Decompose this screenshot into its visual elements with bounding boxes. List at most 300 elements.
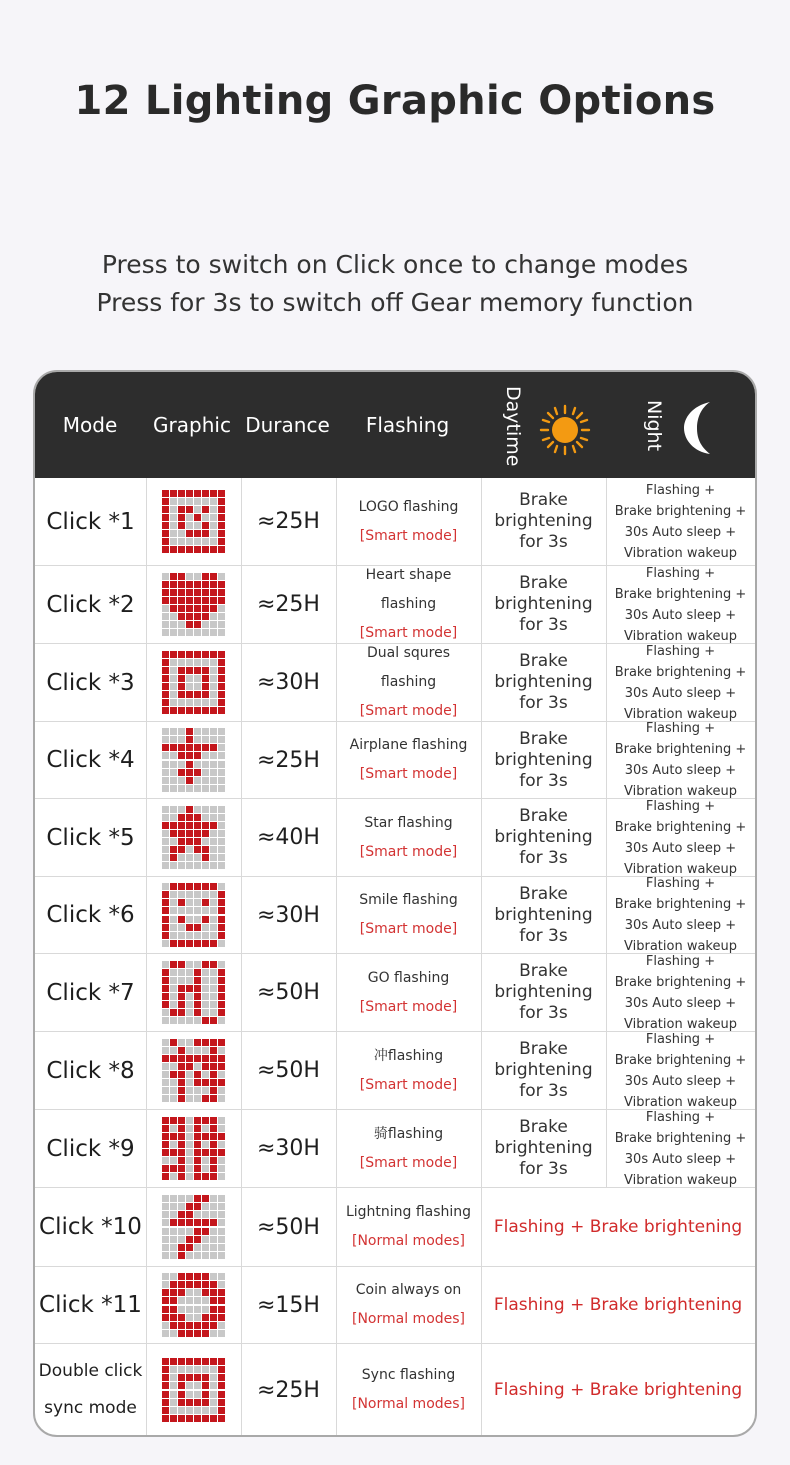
led-pixel	[178, 1087, 185, 1094]
led-pixel	[194, 822, 201, 829]
led-pixel	[202, 498, 209, 505]
led-pixel	[194, 761, 201, 768]
daytime-line: for 3s	[519, 925, 568, 946]
daytime-line: brightening	[494, 982, 593, 1002]
led-pixel	[202, 977, 209, 984]
led-pixel	[194, 629, 201, 636]
led-pixel	[218, 838, 225, 845]
led-pixel	[186, 1244, 193, 1251]
led-pixel	[202, 538, 209, 545]
led-pixel	[162, 1173, 169, 1180]
led-pixel	[202, 1047, 209, 1054]
led-pixel	[194, 752, 201, 759]
led-pixel	[186, 1141, 193, 1148]
led-pixel	[170, 530, 177, 537]
led-pixel	[186, 1149, 193, 1156]
led-pixel	[186, 597, 193, 604]
led-pixel	[170, 1157, 177, 1164]
led-pixel	[218, 862, 225, 869]
led-pixel	[162, 736, 169, 743]
led-pixel	[162, 613, 169, 620]
led-pixel	[162, 891, 169, 898]
led-pixel	[162, 546, 169, 553]
night-line: 30s Auto sleep +	[624, 524, 737, 540]
led-pixel	[218, 621, 225, 628]
led-pixel	[186, 1374, 193, 1381]
led-pixel	[162, 1117, 169, 1124]
led-pixel	[170, 1211, 177, 1218]
led-pixel	[202, 573, 209, 580]
led-pixel	[162, 977, 169, 984]
mode-label: Click *3	[46, 669, 135, 696]
mode-type-tag: [Smart mode]	[359, 843, 458, 860]
flashing-name-cont: flashing	[380, 674, 437, 690]
led-pixel	[218, 1330, 225, 1337]
led-pixel	[162, 916, 169, 923]
led-pixel	[186, 785, 193, 792]
led-pixel	[194, 1165, 201, 1172]
led-pixel	[202, 490, 209, 497]
led-pixel	[178, 1358, 185, 1365]
led-matrix-graphic	[162, 1273, 226, 1337]
led-pixel	[162, 1195, 169, 1202]
table-row	[35, 644, 755, 722]
table-row	[35, 1344, 755, 1437]
led-pixel	[186, 1165, 193, 1172]
led-pixel	[218, 691, 225, 698]
led-pixel	[194, 940, 201, 947]
led-pixel	[210, 752, 217, 759]
led-pixel	[210, 1236, 217, 1243]
led-pixel	[170, 1322, 177, 1329]
led-pixel	[194, 707, 201, 714]
led-pixel	[202, 597, 209, 604]
led-pixel	[186, 1001, 193, 1008]
led-pixel	[210, 530, 217, 537]
led-pixel	[218, 1063, 225, 1070]
night-line: 30s Auto sleep +	[624, 995, 737, 1011]
flashing-name: Heart shape	[365, 567, 452, 583]
led-pixel	[218, 589, 225, 596]
led-pixel	[178, 1306, 185, 1313]
led-pixel	[178, 629, 185, 636]
led-pixel	[210, 736, 217, 743]
daytime-behavior	[481, 877, 606, 953]
led-pixel	[218, 1297, 225, 1304]
led-pixel	[178, 1374, 185, 1381]
led-pixel	[170, 1391, 177, 1398]
led-pixel	[186, 707, 193, 714]
led-pixel	[170, 1001, 177, 1008]
led-pixel	[218, 916, 225, 923]
led-pixel	[186, 605, 193, 612]
led-pixel	[186, 977, 193, 984]
led-pixel	[210, 907, 217, 914]
flashing-name: Sync flashing	[361, 1367, 456, 1383]
led-pixel	[186, 728, 193, 735]
led-pixel	[194, 1306, 201, 1313]
mode-type-tag: [Smart mode]	[359, 998, 458, 1015]
led-pixel	[162, 651, 169, 658]
led-pixel	[170, 1087, 177, 1094]
daytime-behavior	[481, 722, 606, 798]
led-pixel	[202, 1391, 209, 1398]
led-pixel	[178, 883, 185, 890]
daytime-line: brightening	[494, 827, 593, 847]
led-pixel	[202, 707, 209, 714]
night-line: Vibration wakeup	[624, 628, 737, 644]
led-pixel	[170, 1125, 177, 1132]
led-pixel	[218, 830, 225, 837]
led-pixel	[194, 1219, 201, 1226]
led-pixel	[194, 1228, 201, 1235]
led-pixel	[218, 1039, 225, 1046]
mode-type-tag: [Normal modes]	[351, 1396, 466, 1412]
led-pixel	[194, 728, 201, 735]
led-pixel	[194, 506, 201, 513]
led-pixel	[202, 1195, 209, 1202]
led-pixel	[170, 899, 177, 906]
led-pixel	[202, 1133, 209, 1140]
led-pixel	[170, 1314, 177, 1321]
led-matrix-graphic	[162, 1195, 226, 1259]
led-pixel	[170, 969, 177, 976]
graphic-cell	[146, 1267, 241, 1343]
led-pixel	[202, 1399, 209, 1406]
night-line: Vibration wakeup	[624, 1094, 737, 1110]
led-pixel	[162, 846, 169, 853]
led-pixel	[194, 1399, 201, 1406]
led-pixel	[210, 969, 217, 976]
night-line: Brake brightening +	[614, 586, 747, 602]
night-line: Brake brightening +	[614, 664, 747, 680]
led-pixel	[194, 1071, 201, 1078]
led-pixel	[178, 1039, 185, 1046]
led-pixel	[218, 1306, 225, 1313]
mode-type-tag: [Normal modes]	[351, 1311, 466, 1327]
led-pixel	[178, 1391, 185, 1398]
led-pixel	[210, 785, 217, 792]
led-pixel	[218, 538, 225, 545]
led-pixel	[218, 490, 225, 497]
led-pixel	[210, 1071, 217, 1078]
led-pixel	[218, 1322, 225, 1329]
daytime-line: for 3s	[519, 1003, 568, 1023]
led-pixel	[178, 1415, 185, 1422]
led-matrix-graphic	[162, 1358, 226, 1422]
led-pixel	[186, 1228, 193, 1235]
led-pixel	[178, 785, 185, 792]
led-pixel	[218, 785, 225, 792]
led-pixel	[162, 993, 169, 1000]
table-row	[35, 1267, 755, 1344]
led-pixel	[162, 769, 169, 776]
night-line: Flashing +	[645, 721, 716, 736]
led-pixel	[194, 530, 201, 537]
led-pixel	[178, 1273, 185, 1280]
led-pixel	[178, 814, 185, 821]
led-pixel	[202, 830, 209, 837]
led-pixel	[218, 728, 225, 735]
led-pixel	[178, 605, 185, 612]
led-pixel	[162, 538, 169, 545]
led-pixel	[194, 854, 201, 861]
led-pixel	[218, 752, 225, 759]
led-pixel	[210, 1203, 217, 1210]
led-pixel	[210, 498, 217, 505]
led-pixel	[170, 777, 177, 784]
led-pixel	[186, 907, 193, 914]
night-line: Flashing +	[645, 953, 716, 969]
led-pixel	[218, 899, 225, 906]
led-pixel	[162, 1297, 169, 1304]
led-pixel	[218, 1055, 225, 1062]
led-pixel	[186, 883, 193, 890]
led-pixel	[202, 728, 209, 735]
led-pixel	[194, 1133, 201, 1140]
night-behavior	[606, 644, 755, 721]
led-pixel	[210, 1244, 217, 1251]
led-pixel	[194, 546, 201, 553]
led-pixel	[162, 506, 169, 513]
led-pixel	[162, 777, 169, 784]
daytime-line: Brake	[519, 1039, 568, 1059]
led-pixel	[162, 1203, 169, 1210]
night-line: Brake brightening +	[614, 974, 747, 990]
led-pixel	[202, 1149, 209, 1156]
sun-icon	[539, 404, 591, 456]
led-pixel	[218, 1087, 225, 1094]
led-pixel	[194, 961, 201, 968]
night-line: Brake brightening +	[614, 1130, 747, 1146]
led-pixel	[210, 1399, 217, 1406]
led-pixel	[162, 830, 169, 837]
flashing-name: Smile flashing	[359, 892, 458, 908]
led-pixel	[178, 862, 185, 869]
led-pixel	[218, 613, 225, 620]
led-pixel	[186, 675, 193, 682]
daytime-line: Brake	[519, 573, 568, 593]
led-pixel	[218, 683, 225, 690]
led-pixel	[178, 993, 185, 1000]
led-pixel	[162, 629, 169, 636]
led-pixel	[162, 814, 169, 821]
led-pixel	[202, 862, 209, 869]
led-pixel	[210, 1055, 217, 1062]
led-pixel	[186, 1087, 193, 1094]
led-pixel	[210, 1095, 217, 1102]
led-pixel	[202, 522, 209, 529]
led-pixel	[170, 1219, 177, 1226]
led-pixel	[170, 707, 177, 714]
led-pixel	[194, 691, 201, 698]
led-pixel	[194, 613, 201, 620]
led-pixel	[186, 916, 193, 923]
led-pixel	[218, 1391, 225, 1398]
led-pixel	[178, 514, 185, 521]
graphic-cell	[146, 478, 241, 565]
led-pixel	[170, 675, 177, 682]
led-pixel	[194, 1195, 201, 1202]
led-pixel	[218, 1001, 225, 1008]
led-pixel	[162, 581, 169, 588]
led-pixel	[170, 744, 177, 751]
led-pixel	[194, 659, 201, 666]
led-pixel	[178, 899, 185, 906]
durance-value: ≈25H	[257, 747, 320, 773]
led-pixel	[218, 883, 225, 890]
led-pixel	[186, 736, 193, 743]
led-pixel	[202, 1095, 209, 1102]
led-pixel	[218, 1095, 225, 1102]
led-pixel	[194, 1236, 201, 1243]
table-row	[35, 722, 755, 799]
led-pixel	[210, 1415, 217, 1422]
led-pixel	[186, 924, 193, 931]
led-pixel	[178, 940, 185, 947]
graphic-cell	[146, 722, 241, 798]
led-pixel	[186, 1399, 193, 1406]
led-pixel	[202, 924, 209, 931]
led-pixel	[162, 1165, 169, 1172]
led-pixel	[210, 854, 217, 861]
led-pixel	[202, 659, 209, 666]
led-pixel	[210, 506, 217, 513]
flashing-description	[336, 1344, 481, 1436]
night-line: Vibration wakeup	[624, 861, 737, 877]
led-pixel	[202, 1055, 209, 1062]
led-pixel	[218, 1358, 225, 1365]
led-pixel	[186, 514, 193, 521]
led-pixel	[210, 1228, 217, 1235]
led-pixel	[218, 629, 225, 636]
led-pixel	[162, 573, 169, 580]
led-pixel	[178, 846, 185, 853]
led-pixel	[210, 538, 217, 545]
led-pixel	[178, 498, 185, 505]
led-pixel	[202, 605, 209, 612]
led-pixel	[194, 1039, 201, 1046]
led-pixel	[202, 907, 209, 914]
led-pixel	[218, 581, 225, 588]
led-pixel	[178, 1289, 185, 1296]
led-pixel	[202, 744, 209, 751]
led-pixel	[170, 916, 177, 923]
led-pixel	[170, 1289, 177, 1296]
led-pixel	[210, 707, 217, 714]
led-pixel	[178, 961, 185, 968]
daytime-line: for 3s	[519, 848, 568, 868]
led-pixel	[210, 985, 217, 992]
led-pixel	[194, 907, 201, 914]
led-pixel	[202, 814, 209, 821]
led-pixel	[186, 862, 193, 869]
led-pixel	[210, 932, 217, 939]
led-pixel	[202, 1039, 209, 1046]
led-pixel	[202, 581, 209, 588]
led-pixel	[210, 1165, 217, 1172]
flashing-description	[336, 1267, 481, 1343]
led-pixel	[178, 490, 185, 497]
led-pixel	[162, 691, 169, 698]
led-pixel	[162, 899, 169, 906]
led-pixel	[178, 830, 185, 837]
led-pixel	[194, 1079, 201, 1086]
led-pixel	[202, 1374, 209, 1381]
night-behavior	[606, 722, 755, 798]
daytime-line: for 3s	[519, 1159, 568, 1179]
night-line: Vibration wakeup	[624, 1016, 737, 1032]
led-pixel	[178, 924, 185, 931]
led-pixel	[178, 707, 185, 714]
led-pixel	[210, 838, 217, 845]
led-pixel	[178, 1125, 185, 1132]
flashing-name: LOGO flashing	[358, 498, 459, 515]
led-pixel	[162, 1330, 169, 1337]
led-pixel	[202, 1382, 209, 1389]
led-pixel	[218, 736, 225, 743]
led-pixel	[218, 1374, 225, 1381]
night-line: Flashing +	[645, 643, 716, 659]
led-pixel	[194, 1157, 201, 1164]
daytime-behavior	[481, 954, 606, 1031]
led-pixel	[162, 761, 169, 768]
led-pixel	[218, 806, 225, 813]
night-line: Flashing +	[645, 876, 716, 891]
led-pixel	[210, 924, 217, 931]
led-pixel	[194, 1203, 201, 1210]
night-line: Vibration wakeup	[624, 545, 737, 561]
led-pixel	[218, 659, 225, 666]
led-pixel	[170, 1173, 177, 1180]
led-pixel	[194, 1173, 201, 1180]
night-line: 30s Auto sleep +	[624, 607, 737, 623]
led-pixel	[170, 1017, 177, 1024]
led-pixel	[194, 1374, 201, 1381]
led-pixel	[162, 961, 169, 968]
led-pixel	[178, 969, 185, 976]
night-behavior	[606, 877, 755, 953]
led-pixel	[210, 1039, 217, 1046]
led-pixel	[186, 769, 193, 776]
led-pixel	[162, 838, 169, 845]
led-pixel	[218, 1289, 225, 1296]
led-pixel	[202, 1071, 209, 1078]
led-pixel	[186, 777, 193, 784]
led-pixel	[202, 1366, 209, 1373]
led-pixel	[162, 1374, 169, 1381]
led-pixel	[162, 1095, 169, 1102]
led-pixel	[162, 924, 169, 931]
led-pixel	[194, 785, 201, 792]
led-pixel	[162, 1407, 169, 1414]
led-pixel	[162, 1125, 169, 1132]
led-pixel	[162, 605, 169, 612]
led-pixel	[178, 667, 185, 674]
led-pixel	[194, 573, 201, 580]
led-pixel	[186, 846, 193, 853]
night-line: 30s Auto sleep +	[624, 1151, 737, 1167]
led-pixel	[194, 1117, 201, 1124]
led-pixel	[218, 822, 225, 829]
led-pixel	[202, 1165, 209, 1172]
led-pixel	[210, 490, 217, 497]
daytime-line: for 3s	[519, 615, 568, 635]
night-line: Flashing +	[645, 798, 716, 814]
led-pixel	[186, 969, 193, 976]
night-line: Vibration wakeup	[624, 1172, 737, 1188]
led-pixel	[170, 1203, 177, 1210]
